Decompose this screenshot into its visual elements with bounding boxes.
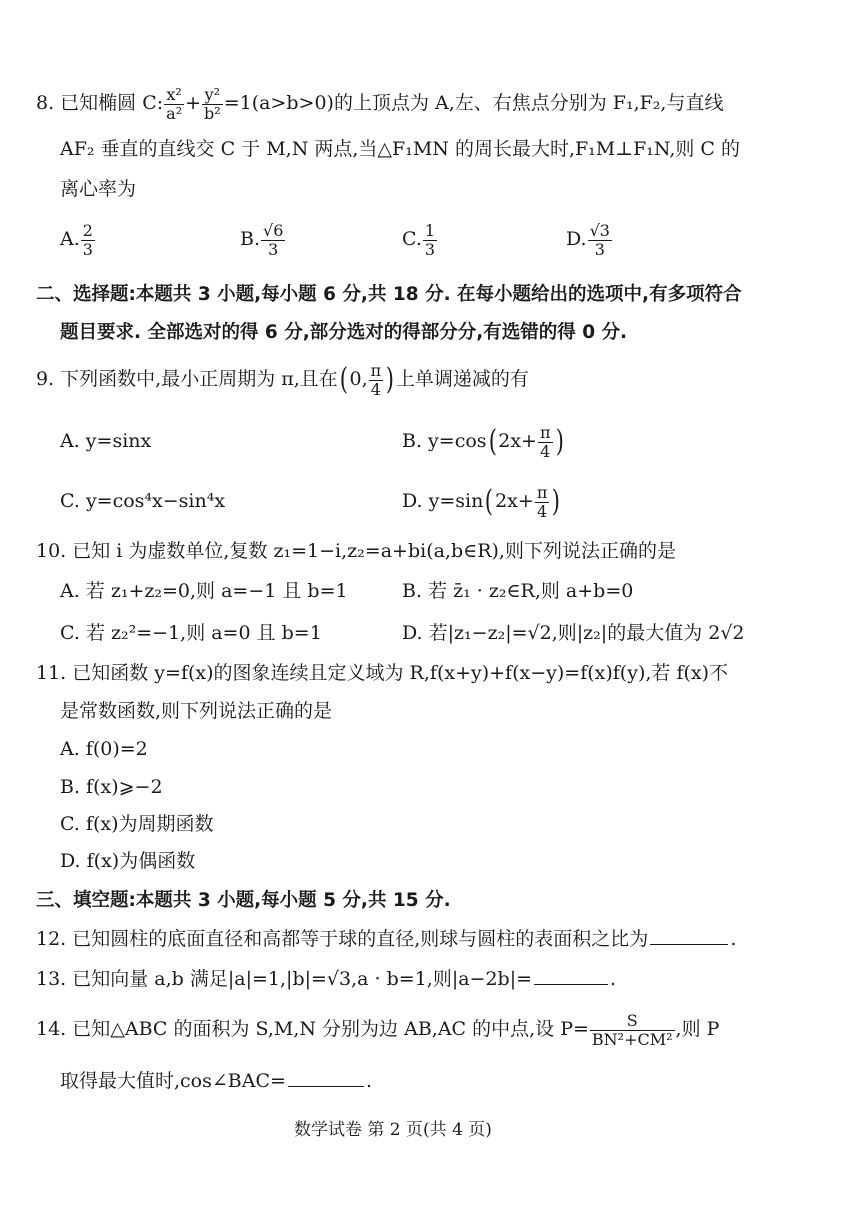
q11-option-a: A. f(0)=2: [60, 738, 148, 760]
x2-over-a2-fraction: $\frac{\text{x²}}{\text{a²}}$: [166, 85, 183, 123]
q10-option-d: D. 若|z₁−z₂|=√2,则|z₂|的最大值为 2√2: [402, 622, 745, 644]
q11-line1: 11. 已知函数 y=f(x)的图象连续且定义域为 R,f(x+y)+f(x−y)=f(x)f(y),若 f(x)不: [36, 662, 729, 684]
q9-stem: 9. 下列函数中,最小正周期为 π,且在(0, $\frac{\pi}{4}$ )上单调递减的有: [36, 361, 529, 399]
section2-heading: 二、选择题:本题共 3 小题,每小题 6 分,共 18 分. 在每小题给出的选项中,有多项符合: [36, 284, 742, 305]
q14-line1: 14. 已知△ABC 的面积为 S,M,N 分别为边 AB,AC 的中点,设 P= $\frac{S}{\text{BN²+CM²}}$ ,则 P: [36, 1011, 720, 1049]
q8-option-c: C. $\frac{1}{3}$: [402, 221, 436, 259]
q13-line: 13. 已知向量 a,b 满足|a|=1,|b|=√3,a · b=1,则|a−2b|= .: [36, 968, 617, 990]
answer-blank: [534, 983, 608, 985]
q8-stem-end: =1(a>b>0)的上顶点为 A,左、右焦点分别为 F₁,F₂,与直线: [223, 92, 724, 115]
q14-line2: 取得最大值时,cos∠BAC= .: [60, 1070, 372, 1092]
q12-line: 12. 已知圆柱的底面直径和高都等于球的直径,则球与圆柱的表面积之比为 .: [36, 928, 737, 950]
pi-over-4-fraction: $\frac{\pi}{4}$: [370, 361, 382, 399]
q9-option-c: C. y=cos⁴x−sin⁴x: [60, 490, 226, 512]
q11-line2: 是常数函数,则下列说法正确的是: [60, 700, 333, 722]
q10-option-a: A. 若 z₁+z₂=0,则 a=−1 且 b=1: [60, 580, 348, 602]
q8-line3: 离心率为: [60, 178, 137, 200]
y2-over-b2-fraction: $\frac{\text{y²}}{\text{b²}}$: [204, 85, 221, 123]
q9-option-a: A. y=sinx: [60, 430, 152, 452]
q11-option-d: D. f(x)为偶函数: [60, 850, 196, 872]
q9-option-d: D. y=sin(2x+ $\frac{\pi}{4}$ ): [402, 483, 561, 521]
answer-blank: [288, 1085, 364, 1087]
q10-option-b: B. 若 z̄₁ · z₂∈R,则 a+b=0: [402, 580, 634, 602]
section2-instructions: 题目要求. 全部选对的得 6 分,部分选对的得部分分,有选错的得 0 分.: [60, 322, 628, 343]
plus-sign: +: [185, 92, 202, 115]
q9-option-b: B. y=cos(2x+ $\frac{\pi}{4}$ ): [402, 423, 564, 461]
q8-line1: [36, 86, 723, 122]
q10-option-c: C. 若 z₂²=−1,则 a=0 且 b=1: [60, 622, 322, 644]
q8-option-d: D. $\frac{√3}{3}$: [566, 221, 610, 259]
q11-option-b: B. f(x)⩾−2: [60, 776, 163, 798]
q8-stem-start: 8. 已知椭圆 C:: [36, 92, 164, 115]
area-ratio-fraction: $\frac{S}{\text{BN²+CM²}}$: [591, 1011, 673, 1049]
q11-option-c: C. f(x)为周期函数: [60, 813, 214, 835]
q8-option-b: B. $\frac{√6}{3}$: [240, 221, 284, 259]
answer-blank: [650, 943, 728, 945]
q8-option-a: A. $\frac{2}{3}$: [60, 221, 93, 259]
section3-heading: 三、填空题:本题共 3 小题,每小题 5 分,共 15 分.: [36, 890, 451, 911]
q8-line2: AF₂ 垂直的直线交 C 于 M,N 两点,当△F₁MN 的周长最大时,F₁M⊥F₁N,则 C 的: [60, 138, 740, 160]
page-footer: 数学试卷 第 2 页(共 4 页): [294, 1120, 492, 1140]
q10-stem: 10. 已知 i 为虚数单位,复数 z₁=1−i,z₂=a+bi(a,b∈R),则下列说法正确的是: [36, 540, 676, 562]
